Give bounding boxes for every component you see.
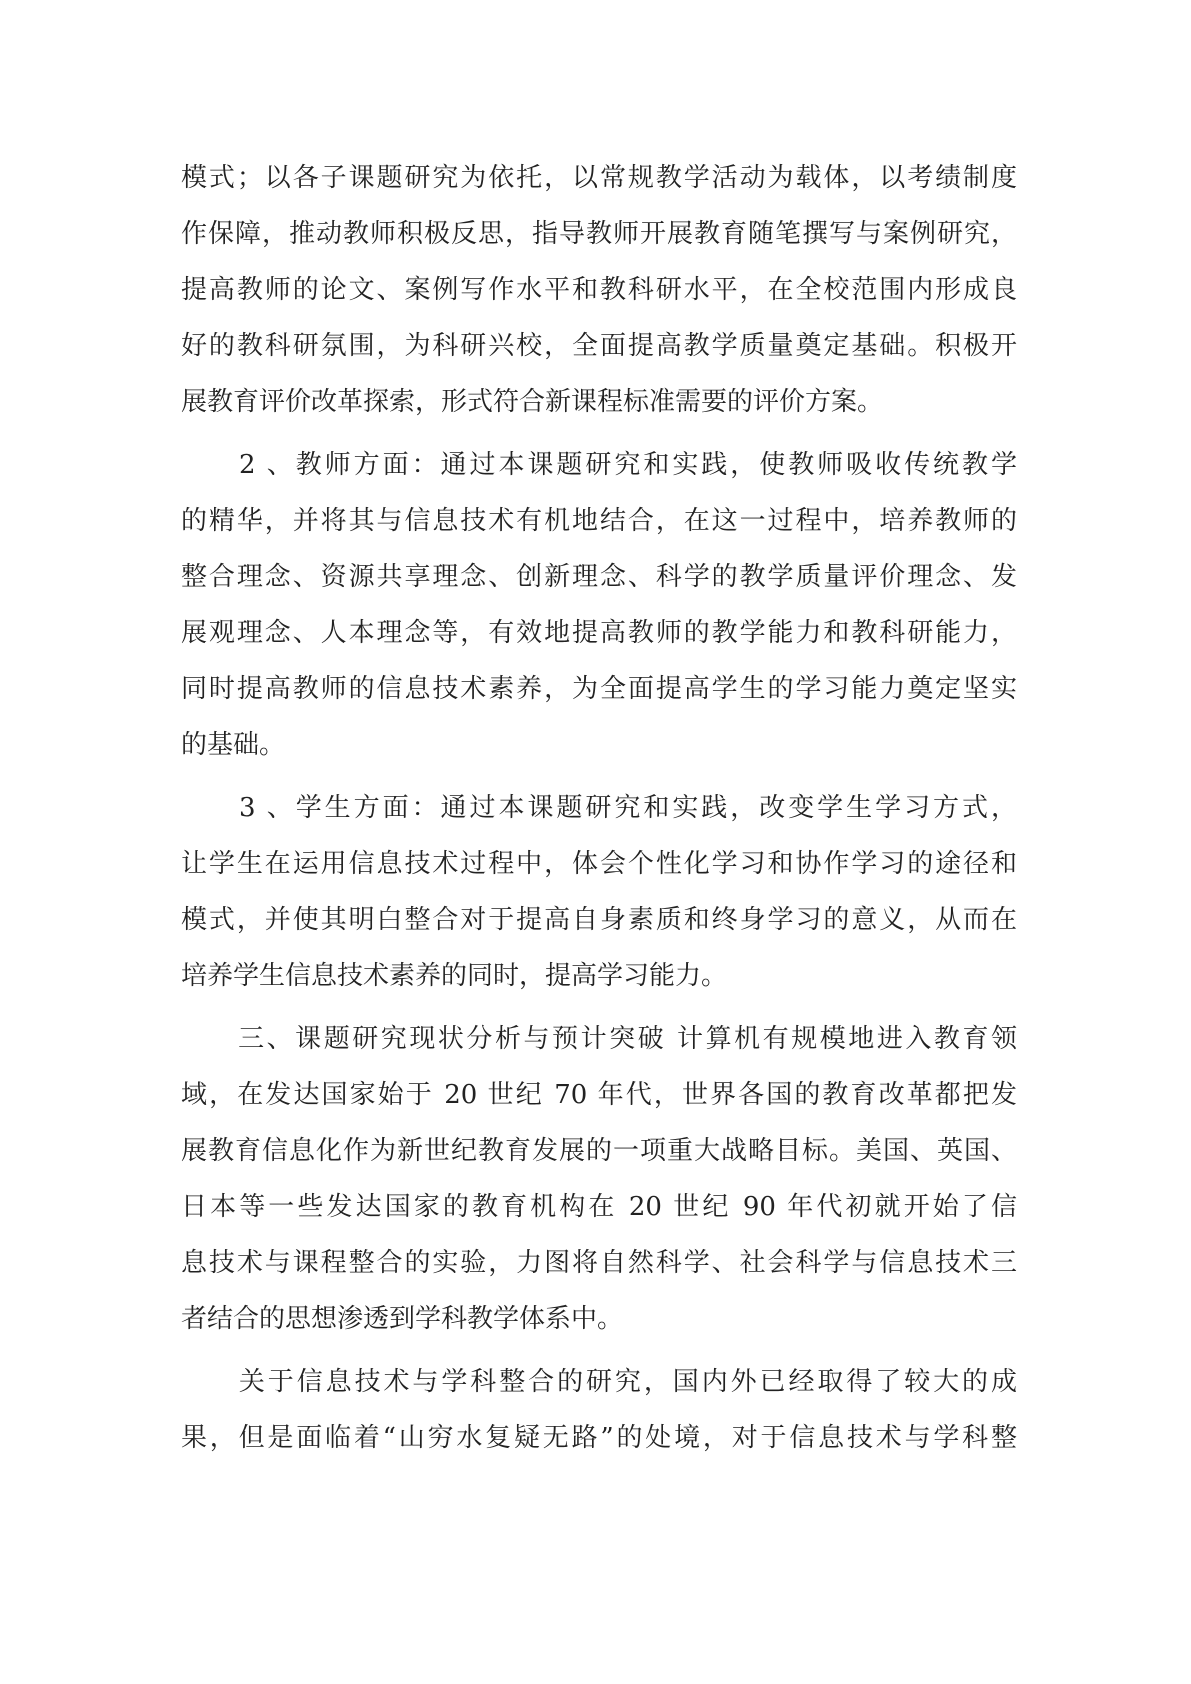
text-line: 日本等一些发达国家的教育机构在 20 世纪 90 年代初就开始了信 (181, 1192, 1017, 1222)
text-line: 的基础。 (181, 730, 286, 760)
text-line: 培养学生信息技术素养的同时，提高学习能力。 (181, 961, 728, 991)
document-body (181, 150, 1017, 1466)
text-line: 2 、教师方面：通过本课题研究和实践，使教师吸收传统教学 (181, 450, 1017, 480)
text-line: 果，但是面临着“山穷水复疑无路”的处境，对于信息技术与学科整 (181, 1423, 1017, 1453)
text-line: 让学生在运用信息技术过程中，体会个性化学习和协作学习的途径和 (181, 849, 1017, 879)
text-line: 3 、学生方面：通过本课题研究和实践，改变学生学习方式， (181, 793, 1017, 823)
paragraph-teacher-aspect (181, 437, 1017, 773)
text-line: 者结合的思想渗透到学科教学体系中。 (181, 1304, 624, 1334)
text-line: 展观理念、人本理念等，有效地提高教师的教学能力和教科研能力， (181, 618, 1017, 648)
text-line: 同时提高教师的信息技术素养，为全面提高学生的学习能力奠定坚实 (181, 674, 1017, 704)
text-line: 模式；以各子课题研究为依托，以常规教学活动为载体，以考绩制度 (181, 163, 1017, 193)
text-line: 三、课题研究现状分析与预计突破 计算机有规模地进入教育领 (181, 1024, 1017, 1054)
text-line: 展教育信息化作为新世纪教育发展的一项重大战略目标。美国、英国、 (181, 1136, 1017, 1166)
text-line: 作保障，推动教师积极反思，指导教师开展教育随笔撰写与案例研究， (181, 219, 1017, 249)
paragraph-evaluation-reform (181, 150, 1017, 430)
text-line: 整合理念、资源共享理念、创新理念、科学的教学质量评价理念、发 (181, 562, 1017, 592)
paragraph-student-aspect (181, 780, 1017, 1004)
text-line: 息技术与课程整合的实验，力图将自然科学、社会科学与信息技术三 (181, 1248, 1017, 1278)
text-line: 的精华，并将其与信息技术有机地结合，在这一过程中，培养教师的 (181, 506, 1017, 536)
text-line: 域，在发达国家始于 20 世纪 70 年代，世界各国的教育改革都把发 (181, 1080, 1017, 1110)
text-line: 好的教科研氛围，为科研兴校，全面提高教学质量奠定基础。积极开 (181, 331, 1017, 361)
paragraph-research-status (181, 1011, 1017, 1347)
text-line: 关于信息技术与学科整合的研究，国内外已经取得了较大的成 (181, 1367, 1017, 1397)
text-line: 模式，并使其明白整合对于提高自身素质和终身学习的意义，从而在 (181, 905, 1017, 935)
paragraph-integration-research (181, 1354, 1017, 1466)
text-line: 展教育评价改革探索，形式符合新课程标准需要的评价方案。 (181, 387, 884, 417)
text-line: 提高教师的论文、案例写作水平和教科研水平，在全校范围内形成良 (181, 275, 1017, 305)
